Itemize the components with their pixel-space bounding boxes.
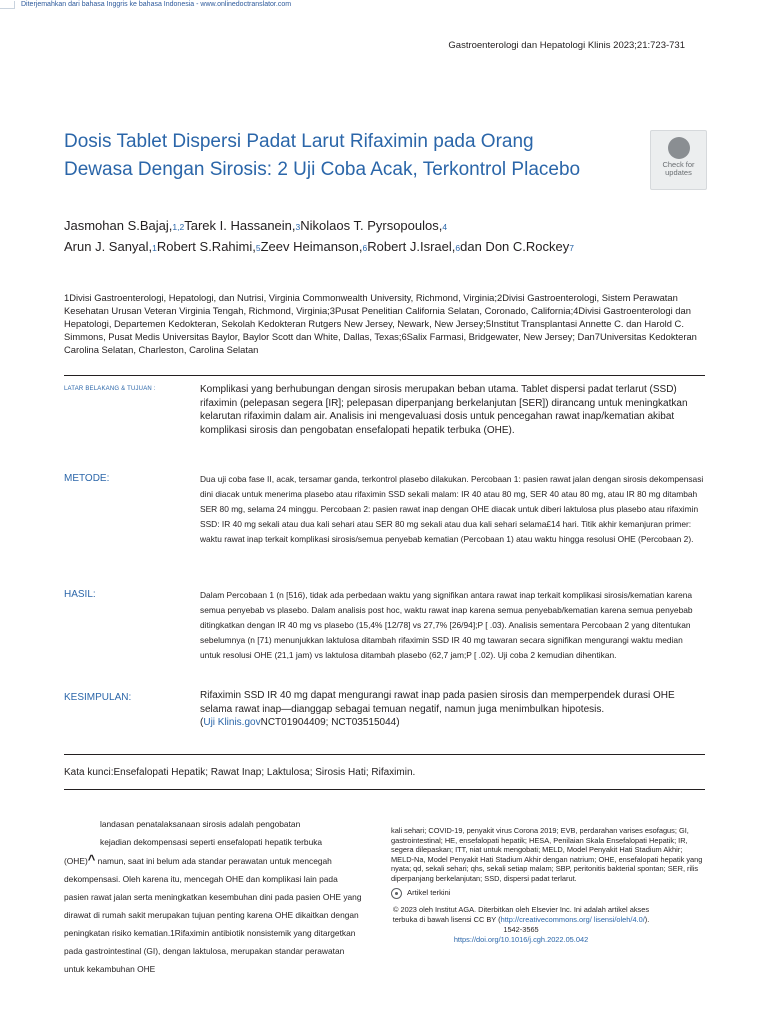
keywords: Kata kunci:Ensefalopati Hepatik; Rawat Inap; Laktulosa; Sirosis Hati; Rifaximin. xyxy=(64,767,416,778)
translator-bar xyxy=(0,0,291,9)
author-name: Robert J.Israel, xyxy=(367,239,456,254)
results-label: HASIL: xyxy=(64,589,96,600)
body-line-1: landasan penatalaksanaan sirosis adalah pengobatan xyxy=(100,819,301,829)
dropcap-mark-icon: ^ xyxy=(87,852,96,867)
author-affiliation-ref[interactable]: 5 xyxy=(255,243,261,253)
author-name: Nikolaos T. Pyrsopoulos, xyxy=(300,218,443,233)
badge-line2: updates xyxy=(665,168,692,177)
author-name: Arun J. Sanyal, xyxy=(64,239,153,254)
conclusions-block xyxy=(200,689,705,730)
abstract-mid-rule xyxy=(64,754,705,755)
bookmark-icon xyxy=(668,137,690,159)
crossmark[interactable] xyxy=(391,888,706,899)
journal-reference: Gastroenterologi dan Hepatologi Klinis 2023;21:723-731 xyxy=(448,40,685,51)
copyright-block xyxy=(391,905,651,945)
body-line-2: kejadian dekompensasi seperti ensefalopati hepatik terbuka xyxy=(100,837,323,847)
author-affiliation-ref[interactable]: 1 xyxy=(152,243,157,253)
trial-ids: NCT01904409; NCT03515044) xyxy=(260,717,400,728)
license-link[interactable]: http://creativecommons.org/ lisensi/oleh/4.0/ xyxy=(500,914,645,924)
body-right-column xyxy=(391,826,706,945)
conclusions-label: KESIMPULAN: xyxy=(64,692,132,703)
author-affiliation-ref[interactable]: 7 xyxy=(569,243,574,253)
abbreviations: kali sehari; COVID-19, penyakit virus Corona 2019; EVB, perdarahan varises esofagus; GI, gastrointestinal; HE, ensefalopati hepatik; HESA, Penilaian Skala Ensefalopati Hepatik; IR, segera dilepaskan; ITT, niat untuk mengobati; MELD, Model Penyakit Hati Stadium Akhir; MELD-Na, Model Penyakit Hati Stadium Akhir dengan natrium; OHE, ensefalopati hepatik yang nyata; qd, sekali sehari; qhs, sekali setiap malam; SBP, peritonitis bakterial spontan; SER, rilis diperpanjang berkelanjutan; SSD, dispersi padat terlarut. xyxy=(391,826,703,883)
body-left-column xyxy=(64,815,364,978)
author-name: Zeev Heimanson, xyxy=(260,239,363,254)
author-name: Robert S.Rahimi, xyxy=(156,239,256,254)
conclusions-text: Rifaximin SSD IR 40 mg dapat mengurangi rawat inap pada pasien sirosis dan memperpendek durasi OHE selama rawat inap—dianggap sebagai temuan negatif, namun juga menimbulkan hipotesis. xyxy=(200,690,675,715)
affiliations: 1Divisi Gastroenterologi, Hepatologi, dan Nutrisi, Virginia Commonwealth University, Richmond, Virginia;2Divisi Gastroenterologi, Sistem Perawatan Kesehatan Urusan Veteran Virginia Tengah, Richmond, Virginia;3Pusat Penelitian California Selatan, Coronado, California;4Divisi Gastroenterologi dan Hepatologi, Departemen Kedokteran, Sekolah Kedokteran Rutgers New Jersey, Newark, New Jersey;5Institut Transplantasi Annette C. dan Harold C. Simmons, Pusat Medis Universitas Baylor, Baylor Scott dan White, Dallas, Texas;6Salix Farmasi, Bridgewater, New Jersey; Dan7Universitas Kedokteran Carolina Selatan, Charleston, Carolina Selatan xyxy=(64,292,697,355)
crossmark-label: Artikel terkini xyxy=(407,888,451,898)
background-label: LATAR BELAKANG & TUJUAN : xyxy=(64,386,156,392)
results-text: Dalam Percobaan 1 (n [516), tidak ada perbedaan waktu yang signifikan antara rawat inap terkait komplikasi sirosis/kematian karena semua penyebab vs plasebo. Dalam analisis post hoc, waktu rawat inap karena semua penyebab/kematian karena semua penyebab ditingkatkan dengan IR 40 mg vs plasebo (15,4% [12/78] vs 27,7% [26/94];P [ .03). Analisis sementara Percobaan 2 yang ditentukan sebelumnya (n [71) menunjukkan laktulosa ditambah rifaximin SSD IR 40 mg tawaran secara signifikan mengurangi waktu median untuk resolusi OHE (21,1 jam) vs laktulosa ditambah plasebo (62,7 jam;P [ .02). Uji coba 2 kemudian dihentikan. xyxy=(200,590,693,660)
translator-box-icon xyxy=(0,1,15,9)
doi-link[interactable]: https://doi.org/10.1016/j.cgh.2022.05.042 xyxy=(453,934,589,944)
dropcap-text: (OHE) xyxy=(64,856,88,866)
body-paragraph xyxy=(64,851,364,978)
abstract-top-rule xyxy=(64,375,705,376)
trial-open-paren: ( xyxy=(200,717,204,728)
body-text: namun, saat ini belum ada standar perawatan untuk mencegah dekompensasi. Oleh karena itu, mencegah OHE dan komplikasi lain pada pasien rawat jalan serta meningkatkan kesembuhan dini pada pasien OHE yang dirawat di rumah sakit merupakan tujuan penting karena OHE dikaitkan dengan peningkatan risiko kematian.1Rifaximin antibiotik nonsistemik yang ditargetkan pada gastrointestinal (GI), dengan laktulosa, merupakan standar perawatan untuk kekambuhan OHE xyxy=(64,856,362,974)
author-list xyxy=(64,216,624,258)
author-affiliation-ref[interactable]: 1,2 xyxy=(172,222,185,232)
check-for-updates-badge[interactable] xyxy=(650,130,707,190)
translator-link[interactable]: Diterjemahkan dari bahasa Inggris ke bahasa Indonesia - www.onlinedoctranslator.com xyxy=(21,1,292,8)
copyright-text: © 2023 oleh Institut AGA. Diterbitkan oleh Elsevier Inc. Ini adalah artikel akses terbuka di bawah lisensi CC BY ( xyxy=(392,904,650,924)
author-name: Tarek I. Hassanein, xyxy=(184,218,296,233)
article-title: Dosis Tablet Dispersi Padat Larut Rifaximin pada Orang Dewasa Dengan Sirosis: 2 Uji Coba Acak, Terkontrol Placebo xyxy=(64,131,581,180)
methods-text: Dua uji coba fase II, acak, tersamar ganda, terkontrol plasebo dilakukan. Percobaan 1: pasien rawat jalan dengan sirosis dekompensasi dini diacak untuk menerima plasebo atau rifaximin SSD sekali malam: IR 40 atau 80 mg, SER 40 atau 80 mg, atau IR 80 mg ditambah SER 80 mg, selama 24 minggu. Percobaan 2: pasien rawat inap dengan OHE diacak untuk diberi laktulosa plus plasebo atau rifaximin SSD: IR 40 mg sekali atau dua kali sehari atau SER 80 mg sekali atau dua kali sehari selama£14 hari. Titik akhir kemanjuran primer: waktu rawat inap terkait komplikasi sirosis/semua penyebab kematian (Percobaan 1) atau waktu hingga resolusi OHE (Percobaan 2). xyxy=(200,474,704,544)
author-affiliation-ref[interactable]: 3 xyxy=(295,222,301,232)
author-affiliation-ref[interactable]: 6 xyxy=(455,243,461,253)
clinical-trials-link[interactable]: Uji Klinis.gov xyxy=(203,717,261,728)
abstract-bottom-rule xyxy=(64,789,705,790)
author-affiliation-ref[interactable]: 6 xyxy=(362,243,368,253)
author-name: dan Don C.Rockey xyxy=(460,239,570,254)
methods-label: METODE: xyxy=(64,473,110,484)
background-text: Komplikasi yang berhubungan dengan sirosis merupakan beban utama. Tablet dispersi padat terlarut (SSD) rifaximin (pelepasan segera [IR]; pelepasan diperpanjang berkelanjutan [SER]) dirancang untuk meningkatkan kelarutan rifaximin dalam air. Analisis ini mengevaluasi dosis untuk pencegahan rawat inap/kematian akibat komplikasi sirosis dan pengobatan ensefalopati hepatik terbuka (OHE). xyxy=(200,384,688,436)
crossmark-icon xyxy=(391,888,402,899)
copyright-end: ). xyxy=(644,914,650,924)
issn: 1542-3565 xyxy=(503,924,539,934)
author-affiliation-ref[interactable]: 4 xyxy=(442,222,448,232)
badge-line1: Check for xyxy=(662,160,695,169)
author-name: Jasmohan S.Bajaj, xyxy=(64,218,173,233)
